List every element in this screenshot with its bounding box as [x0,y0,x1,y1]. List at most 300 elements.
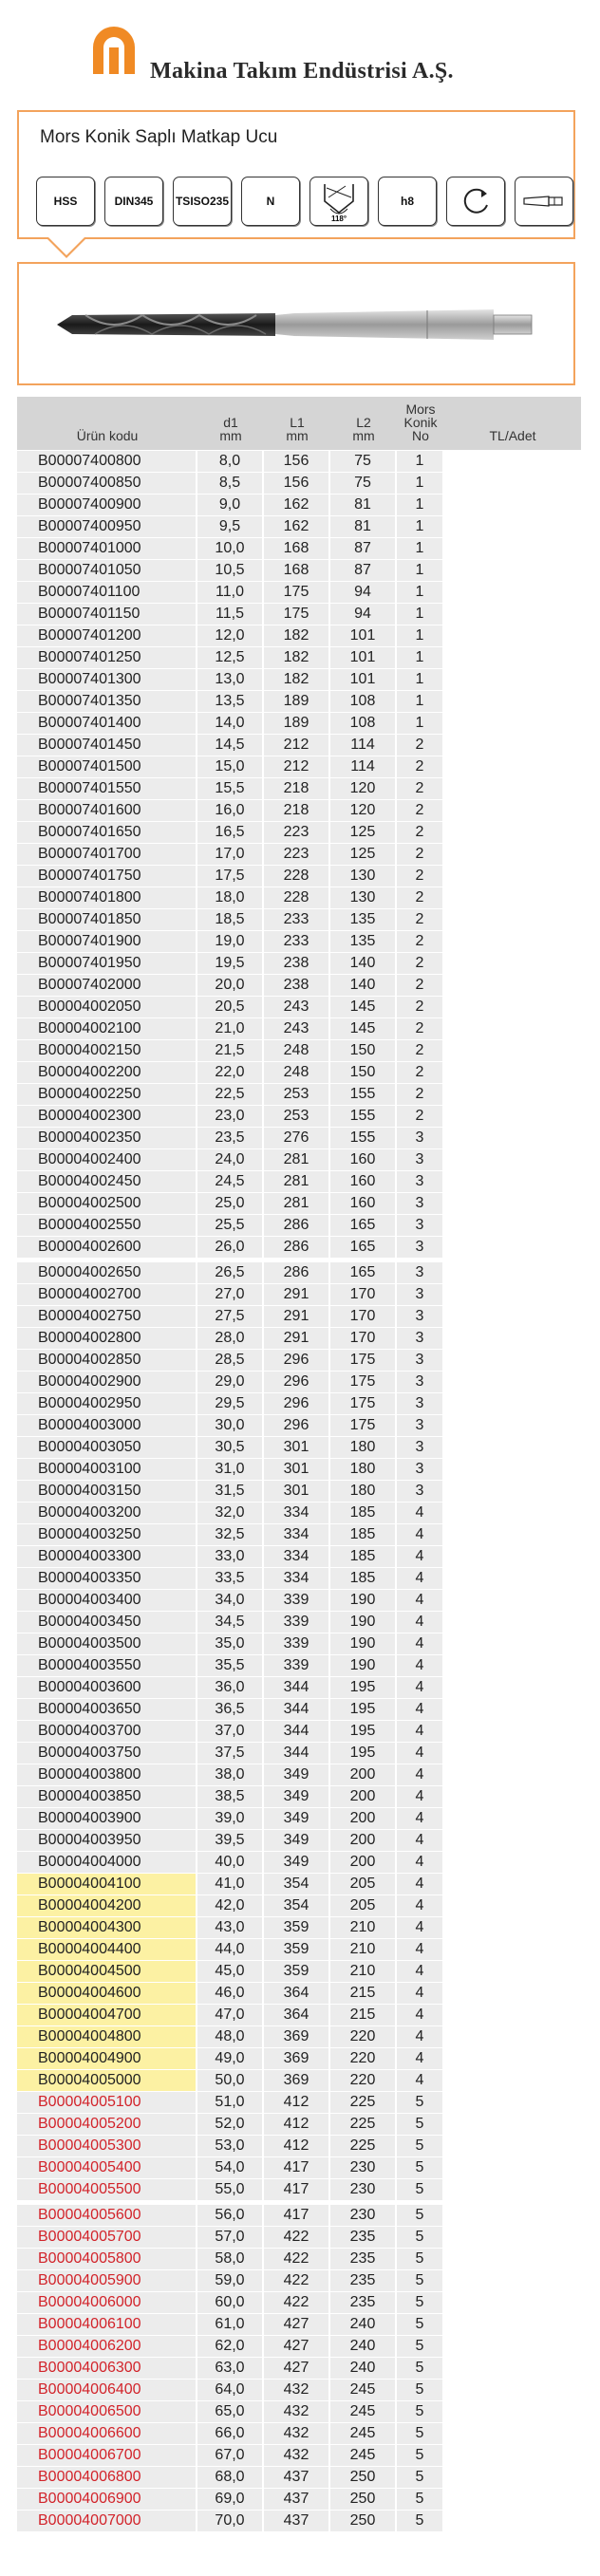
cell-d1: 11,0 [197,582,264,603]
table-row [17,2510,581,2531]
table-row [17,1371,581,1392]
cell-code: B00004003600 [17,1677,197,1698]
cell-code: B00004003700 [17,1721,197,1742]
table-row [17,1414,581,1436]
cell-mk: 2 [397,931,444,952]
cell-mk: 4 [397,1764,444,1785]
cell-code: B00004006000 [17,2292,197,2313]
table-row [17,1545,581,1567]
cell-code: B00004005200 [17,2114,197,2135]
cell-l2: 170 [330,1284,397,1305]
cell-l1: 301 [264,1459,330,1480]
cell-l1: 369 [264,2048,330,2069]
cell-price [444,2205,581,2226]
table-row [17,2466,581,2488]
table-row [17,1017,581,1039]
cell-l2: 195 [330,1699,397,1720]
cell-code: B00004002650 [17,1262,197,1283]
cell-l2: 94 [330,604,397,625]
cell-l1: 334 [264,1503,330,1523]
table-row [17,1785,581,1807]
table-row [17,1061,581,1083]
cell-l2: 225 [330,2114,397,2135]
cell-mk: 4 [397,1699,444,1720]
cell-mk: 1 [397,647,444,668]
cell-mk: 5 [397,2511,444,2531]
cell-mk: 4 [397,1917,444,1938]
table-row [17,2400,581,2422]
cell-mk: 3 [397,1149,444,1170]
cell-mk: 2 [397,800,444,821]
cell-mk: 4 [397,1612,444,1633]
cell-price [444,887,581,908]
cell-l1: 349 [264,1764,330,1785]
cell-code: B00007401900 [17,931,197,952]
header-code: Ürün kodu [76,428,139,443]
cell-price [444,2336,581,2357]
cell-code: B00004002800 [17,1328,197,1349]
cell-d1: 70,0 [197,2511,264,2531]
cell-d1: 62,0 [197,2336,264,2357]
cell-mk: 4 [397,1590,444,1611]
header-price: TL/Adet [489,428,536,443]
table-row [17,1349,581,1371]
table-row [17,450,581,472]
cell-l1: 233 [264,931,330,952]
cell-d1: 20,5 [197,997,264,1017]
cell-price [444,669,581,690]
cell-code: B00004003400 [17,1590,197,1611]
cell-mk: 1 [397,691,444,712]
cell-mk: 4 [397,1961,444,1982]
cell-price [444,1084,581,1105]
table-row [17,2488,581,2510]
cell-price [444,1262,581,1283]
cell-code: B00004003150 [17,1481,197,1502]
cell-l1: 233 [264,909,330,930]
cell-code: B00004003650 [17,1699,197,1720]
cell-price [444,2489,581,2510]
cell-code: B00004004500 [17,1961,197,1982]
cell-code: B00007401350 [17,691,197,712]
cell-l2: 250 [330,2511,397,2531]
cell-price [444,735,581,756]
cell-mk: 3 [397,1215,444,1236]
table-row [17,2091,581,2113]
cell-price [444,2179,581,2200]
cell-d1: 68,0 [197,2467,264,2488]
cell-mk: 3 [397,1481,444,1502]
cell-d1: 8,0 [197,451,264,472]
cell-code: B00007401200 [17,625,197,646]
table-row [17,996,581,1017]
cell-mk: 1 [397,604,444,625]
table-row [17,712,581,734]
cell-mk: 4 [397,1633,444,1654]
cell-l2: 225 [330,2136,397,2156]
cell-l1: 243 [264,997,330,1017]
cell-l2: 175 [330,1350,397,1371]
table-row [17,1039,581,1061]
cell-price [444,2092,581,2113]
cell-l2: 195 [330,1743,397,1764]
cell-l2: 114 [330,756,397,777]
cell-code: B00007401950 [17,953,197,974]
cell-l2: 240 [330,2314,397,2335]
cell-price [444,2467,581,2488]
cell-price [444,756,581,777]
cell-mk: 5 [397,2314,444,2335]
table-row [17,952,581,974]
cell-l1: 417 [264,2179,330,2200]
cell-code: B00004002300 [17,1106,197,1127]
cell-l2: 230 [330,2157,397,2178]
cell-code: B00007401650 [17,822,197,843]
cell-price [444,2270,581,2291]
cell-price [444,1459,581,1480]
cell-mk: 2 [397,735,444,756]
table-row [17,472,581,494]
cell-d1: 30,5 [197,1437,264,1458]
table-row [17,1261,581,1283]
morse-taper-icon [515,177,573,226]
header-l1: L1 mm [286,415,309,443]
table-row [17,777,581,799]
cell-mk: 5 [397,2401,444,2422]
cell-price [444,691,581,712]
cell-code: B00004003750 [17,1743,197,1764]
cell-l2: 230 [330,2179,397,2200]
cell-l2: 75 [330,473,397,494]
cell-l2: 140 [330,975,397,996]
cell-price [444,604,581,625]
cell-d1: 17,0 [197,844,264,865]
cell-code: B00004004400 [17,1939,197,1960]
cell-price [444,1106,581,1127]
cell-d1: 26,5 [197,1262,264,1283]
cell-code: B00004003350 [17,1568,197,1589]
table-body [17,450,581,2531]
cell-code: B00004006200 [17,2336,197,2357]
cell-l2: 125 [330,844,397,865]
table-row [17,2379,581,2400]
cell-price [444,931,581,952]
cell-code: B00004002200 [17,1062,197,1083]
cell-code: B00007401500 [17,756,197,777]
cell-l2: 175 [330,1372,397,1392]
cell-mk: 5 [397,2489,444,2510]
cell-l1: 281 [264,1171,330,1192]
cell-d1: 42,0 [197,1895,264,1916]
cell-mk: 4 [397,1983,444,2004]
cell-l2: 235 [330,2249,397,2269]
cell-l1: 334 [264,1568,330,1589]
cell-l1: 422 [264,2270,330,2291]
cell-mk: 5 [397,2358,444,2379]
cell-d1: 21,5 [197,1040,264,1061]
cell-price [444,1415,581,1436]
cell-mk: 4 [397,1786,444,1807]
cell-code: B00007401600 [17,800,197,821]
cell-price [444,1350,581,1371]
cell-mk: 2 [397,844,444,865]
cell-d1: 38,0 [197,1764,264,1785]
cell-price [444,1939,581,1960]
cell-l2: 215 [330,1983,397,2004]
cell-price [444,2070,581,2091]
cell-price [444,1917,581,1938]
cell-d1: 61,0 [197,2314,264,2335]
cell-d1: 25,0 [197,1193,264,1214]
cell-mk: 5 [397,2445,444,2466]
cell-d1: 24,5 [197,1171,264,1192]
cell-l2: 175 [330,1393,397,1414]
cell-l2: 125 [330,822,397,843]
table-row [17,799,581,821]
cell-l1: 364 [264,2005,330,2025]
cell-l1: 253 [264,1106,330,1127]
cell-price [444,1983,581,2004]
cell-mk: 4 [397,1524,444,1545]
table-row [17,1742,581,1764]
cell-l1: 339 [264,1633,330,1654]
cell-code: B00004006500 [17,2401,197,2422]
table-row [17,1127,581,1148]
table-row [17,1502,581,1523]
cell-l2: 200 [330,1764,397,1785]
cell-price [444,1612,581,1633]
cell-code: B00004003250 [17,1524,197,1545]
cell-code: B00004005900 [17,2270,197,2291]
cell-code: B00004006900 [17,2489,197,2510]
table-row [17,603,581,625]
cell-price [444,647,581,668]
table-row [17,515,581,537]
cell-l2: 185 [330,1568,397,1589]
table-row [17,1654,581,1676]
cell-price [444,2136,581,2156]
cell-price [444,1328,581,1349]
cell-mk: 2 [397,909,444,930]
cell-l2: 165 [330,1237,397,1258]
cell-mk: 2 [397,887,444,908]
cell-l2: 165 [330,1262,397,1283]
table-row [17,690,581,712]
cell-l1: 156 [264,473,330,494]
cell-code: B00007401050 [17,560,197,581]
cell-d1: 59,0 [197,2270,264,2291]
cell-price [444,2401,581,2422]
cell-d1: 41,0 [197,1874,264,1895]
cell-code: B00004002950 [17,1393,197,1414]
table-row [17,2269,581,2291]
cell-code: B00004005700 [17,2227,197,2248]
rotation-icon [446,177,505,226]
cell-l2: 185 [330,1546,397,1567]
table-row [17,974,581,996]
cell-l1: 296 [264,1393,330,1414]
cell-price [444,822,581,843]
cell-l2: 135 [330,931,397,952]
table-row [17,646,581,668]
cell-price [444,2157,581,2178]
cell-l1: 286 [264,1262,330,1283]
cell-l2: 155 [330,1106,397,1127]
cell-l1: 339 [264,1612,330,1633]
cell-code: B00004003200 [17,1503,197,1523]
cell-l1: 339 [264,1655,330,1676]
cell-l1: 182 [264,669,330,690]
cell-d1: 29,5 [197,1393,264,1414]
cell-mk: 5 [397,2270,444,2291]
cell-l1: 354 [264,1874,330,1895]
cell-d1: 13,5 [197,691,264,712]
cell-code: B00004006800 [17,2467,197,2488]
cell-price [444,2423,581,2444]
cell-l2: 180 [330,1437,397,1458]
cell-l2: 240 [330,2358,397,2379]
cell-price [444,1171,581,1192]
page-header [0,0,600,104]
cell-mk: 3 [397,1193,444,1214]
cell-d1: 47,0 [197,2005,264,2025]
cell-code: B00004002100 [17,1018,197,1039]
cell-price [444,1721,581,1742]
cell-mk: 4 [397,2070,444,2091]
cell-l1: 412 [264,2114,330,2135]
table-row [17,668,581,690]
cell-code: B00004002150 [17,1040,197,1061]
cell-l1: 437 [264,2467,330,2488]
table-row [17,1436,581,1458]
cell-code: B00004002550 [17,1215,197,1236]
cell-price [444,1040,581,1061]
cell-mk: 4 [397,1721,444,1742]
cell-code: B00004003950 [17,1830,197,1851]
table-row [17,559,581,581]
cell-mk: 3 [397,1393,444,1414]
table-row [17,1083,581,1105]
cell-price [444,713,581,734]
cell-mk: 3 [397,1459,444,1480]
cell-l2: 185 [330,1503,397,1523]
cell-d1: 44,0 [197,1939,264,1960]
cell-d1: 60,0 [197,2292,264,2313]
cell-price [444,1852,581,1873]
cell-mk: 3 [397,1262,444,1283]
cell-l2: 245 [330,2380,397,2400]
cell-mk: 2 [397,1062,444,1083]
cell-mk: 4 [397,1808,444,1829]
cell-l2: 155 [330,1084,397,1105]
cell-code: B00004005300 [17,2136,197,2156]
table-row [17,625,581,646]
cell-code: B00007401850 [17,909,197,930]
cell-mk: 2 [397,997,444,1017]
cell-code: B00007401300 [17,669,197,690]
table-row [17,1236,581,1258]
cell-l1: 364 [264,1983,330,2004]
cell-price [444,1633,581,1654]
cell-d1: 49,0 [197,2048,264,2069]
cell-l2: 205 [330,1895,397,1916]
cell-price [444,1062,581,1083]
cell-l2: 220 [330,2048,397,2069]
cell-d1: 52,0 [197,2114,264,2135]
cell-code: B00004002400 [17,1149,197,1170]
cell-l2: 114 [330,735,397,756]
table-row [17,1458,581,1480]
cell-l1: 417 [264,2157,330,2178]
cell-mk: 4 [397,1677,444,1698]
cell-d1: 20,0 [197,975,264,996]
cell-l2: 160 [330,1171,397,1192]
cell-code: B00007401800 [17,887,197,908]
table-row [17,1214,581,1236]
cell-price [444,1481,581,1502]
cell-l1: 354 [264,1895,330,1916]
cell-mk: 1 [397,713,444,734]
cell-l1: 349 [264,1808,330,1829]
cell-mk: 3 [397,1128,444,1148]
cell-code: B00004004000 [17,1852,197,1873]
cell-price [444,1437,581,1458]
cell-price [444,1503,581,1523]
cell-l2: 215 [330,2005,397,2025]
cell-d1: 27,5 [197,1306,264,1327]
cell-l1: 291 [264,1284,330,1305]
cell-d1: 16,0 [197,800,264,821]
cell-mk: 5 [397,2227,444,2248]
cell-d1: 8,5 [197,473,264,494]
cell-l1: 344 [264,1721,330,1742]
cell-code: B00007400850 [17,473,197,494]
cell-l1: 182 [264,625,330,646]
table-row [17,2135,581,2156]
cell-code: B00007401750 [17,866,197,887]
table-row [17,2113,581,2135]
cell-l1: 412 [264,2136,330,2156]
cell-d1: 35,0 [197,1633,264,1654]
cell-mk: 5 [397,2336,444,2357]
cell-l1: 168 [264,538,330,559]
cell-price [444,1808,581,1829]
cell-l1: 344 [264,1699,330,1720]
cell-l1: 344 [264,1677,330,1698]
cell-code: B00004003300 [17,1546,197,1567]
cell-l2: 145 [330,997,397,1017]
cell-l2: 101 [330,647,397,668]
cell-code: B00004006600 [17,2423,197,2444]
cell-l2: 165 [330,1215,397,1236]
cell-d1: 33,5 [197,1568,264,1589]
cell-code: B00007400900 [17,495,197,515]
table-row [17,1895,581,1916]
cell-price [444,1874,581,1895]
cell-code: B00004003850 [17,1786,197,1807]
cell-l1: 369 [264,2070,330,2091]
point-angle-icon [309,177,368,226]
cell-l1: 212 [264,735,330,756]
table-row [17,1283,581,1305]
cell-code: B00004003500 [17,1633,197,1654]
cell-price [444,2314,581,2335]
company-name: Makina Takım Endüstrisi A.Ş. [150,59,454,84]
cell-l2: 240 [330,2336,397,2357]
cell-l2: 235 [330,2227,397,2248]
cell-l2: 81 [330,495,397,515]
cell-l1: 412 [264,2092,330,2113]
